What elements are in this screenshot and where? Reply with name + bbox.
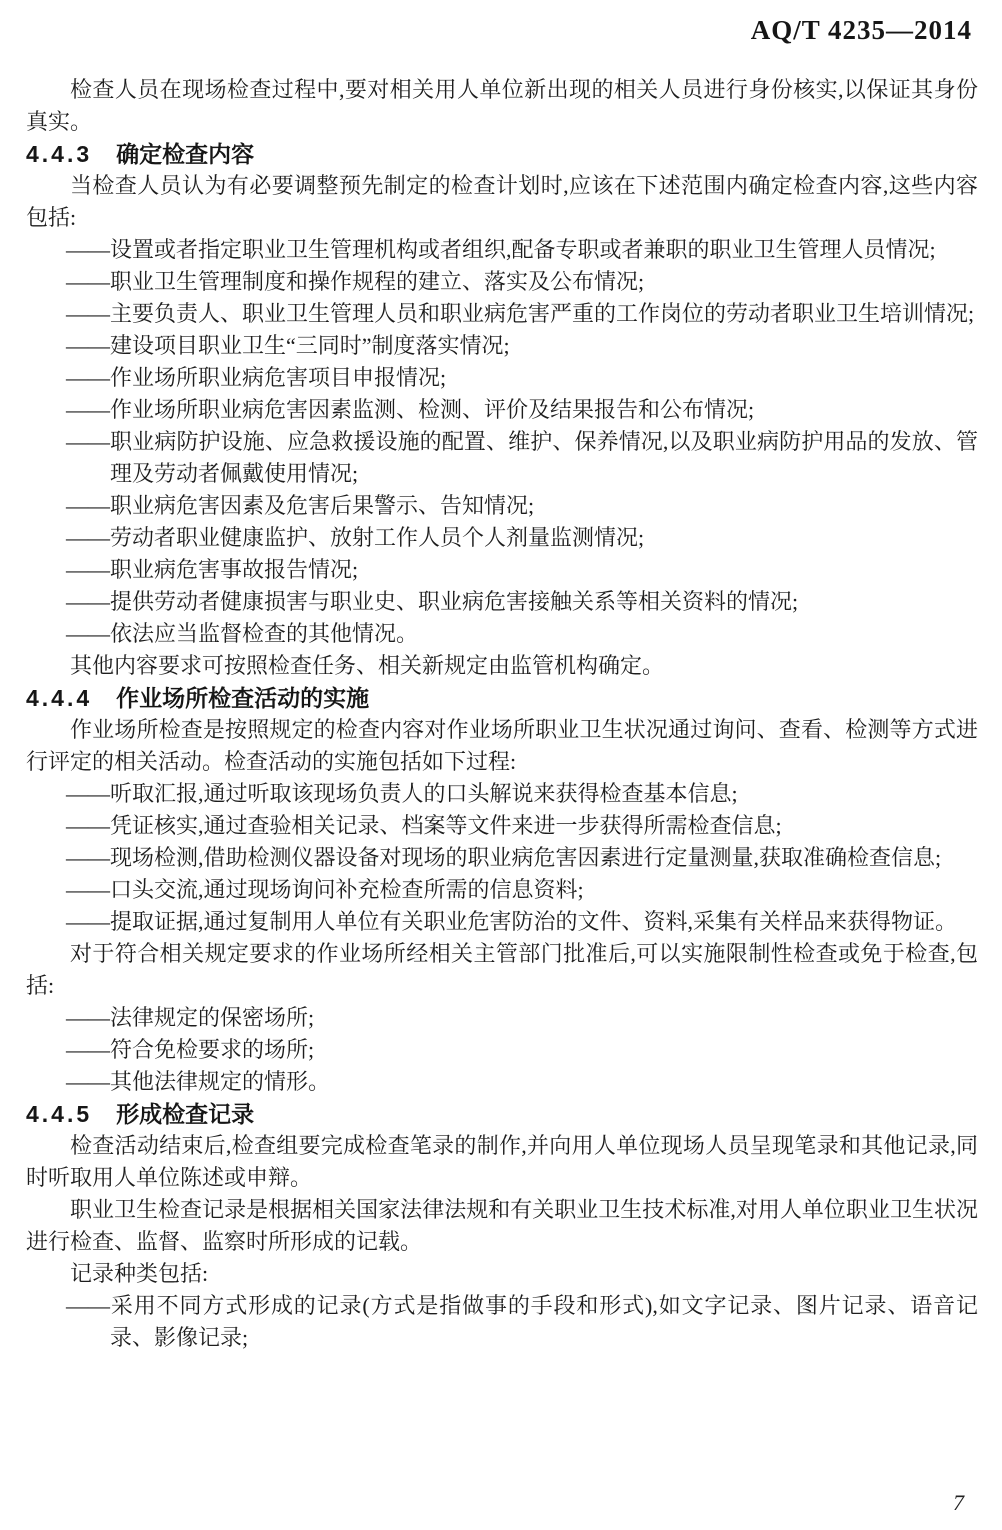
section-heading-4-4-5	[26, 1098, 978, 1130]
dash-item: ——符合免检要求的场所;	[66, 1037, 315, 1062]
page-number: 7	[953, 1490, 964, 1515]
closing-paragraph: 其他内容要求可按照检查任务、相关新规定由监管机构确定。	[70, 653, 665, 678]
paragraph: 职业卫生检查记录是根据相关国家法律法规和有关职业卫生技术标准,对用人单位职业卫生状况进行检查、监督、监察时所形成的记载。	[26, 1197, 978, 1254]
heading-number: 4.4.4	[26, 685, 93, 711]
section-heading-4-4-3	[26, 138, 978, 170]
dash-item: ——职业卫生管理制度和操作规程的建立、落实及公布情况;	[66, 269, 645, 294]
dash-item: ——提供劳动者健康损害与职业史、职业病危害接触关系等相关资料的情况;	[66, 589, 799, 614]
dash-item: ——采用不同方式形成的记录(方式是指做事的手段和形式),如文字记录、图片记录、语音记录、影像记录;	[66, 1293, 978, 1350]
dash-item: ——职业病防护设施、应急救援设施的配置、维护、保养情况,以及职业病防护用品的发放、管理及劳动者佩戴使用情况;	[66, 429, 978, 486]
dash-item: ——职业病危害因素及危害后果警示、告知情况;	[66, 493, 535, 518]
dash-item: ——其他法律规定的情形。	[66, 1069, 331, 1094]
lead-paragraph: 当检查人员认为有必要调整预先制定的检查计划时,应该在下述范围内确定检查内容,这些内容包括:	[26, 173, 978, 230]
dash-item: ——听取汇报,通过听取该现场负责人的口头解说来获得检查基本信息;	[66, 781, 738, 806]
dash-item: ——职业病危害事故报告情况;	[66, 557, 359, 582]
heading-title: 作业场所检查活动的实施	[116, 685, 370, 711]
paragraph: 对于符合相关规定要求的作业场所经相关主管部门批准后,可以实施限制性检查或免于检查,包括:	[26, 941, 978, 998]
document-body	[26, 74, 978, 1354]
heading-title: 形成检查记录	[116, 1101, 255, 1127]
lead-paragraph: 作业场所检查是按照规定的检查内容对作业场所职业卫生状况通过询问、查看、检测等方式进行评定的相关活动。检查活动的实施包括如下过程:	[26, 717, 978, 774]
dash-item: ——依法应当监督检查的其他情况。	[66, 621, 419, 646]
dash-item: ——设置或者指定职业卫生管理机构或者组织,配备专职或者兼职的职业卫生管理人员情况;	[66, 237, 936, 262]
heading-number: 4.4.3	[26, 141, 93, 167]
dash-item: ——作业场所职业病危害因素监测、检测、评价及结果报告和公布情况;	[66, 397, 755, 422]
dash-item: ——作业场所职业病危害项目申报情况;	[66, 365, 447, 390]
dash-item: ——提取证据,通过复制用人单位有关职业危害防治的文件、资料,采集有关样品来获得物证。	[66, 909, 958, 934]
heading-number: 4.4.5	[26, 1101, 93, 1127]
dash-item: ——现场检测,借助检测仪器设备对现场的职业病危害因素进行定量测量,获取准确检查信息;	[66, 845, 942, 870]
paragraph: 记录种类包括:	[70, 1261, 209, 1286]
standard-code: AQ/T 4235—2014	[750, 15, 972, 45]
intro-paragraph: 检查人员在现场检查过程中,要对相关用人单位新出现的相关人员进行身份核实,以保证其身份真实。	[26, 77, 978, 134]
dash-item: ——凭证核实,通过查验相关记录、档案等文件来进一步获得所需检查信息;	[66, 813, 782, 838]
dash-item: ——劳动者职业健康监护、放射工作人员个人剂量监测情况;	[66, 525, 645, 550]
paragraph: 检查活动结束后,检查组要完成检查笔录的制作,并向用人单位现场人员呈现笔录和其他记录,同时听取用人单位陈述或申辩。	[26, 1133, 978, 1190]
heading-title: 确定检查内容	[116, 141, 255, 167]
dash-item: ——法律规定的保密场所;	[66, 1005, 315, 1030]
section-heading-4-4-4	[26, 682, 978, 714]
dash-item: ——口头交流,通过现场询问补充检查所需的信息资料;	[66, 877, 584, 902]
dash-item: ——建设项目职业卫生“三同时”制度落实情况;	[66, 333, 510, 358]
dash-item: ——主要负责人、职业卫生管理人员和职业病危害严重的工作岗位的劳动者职业卫生培训情况;	[66, 301, 975, 326]
